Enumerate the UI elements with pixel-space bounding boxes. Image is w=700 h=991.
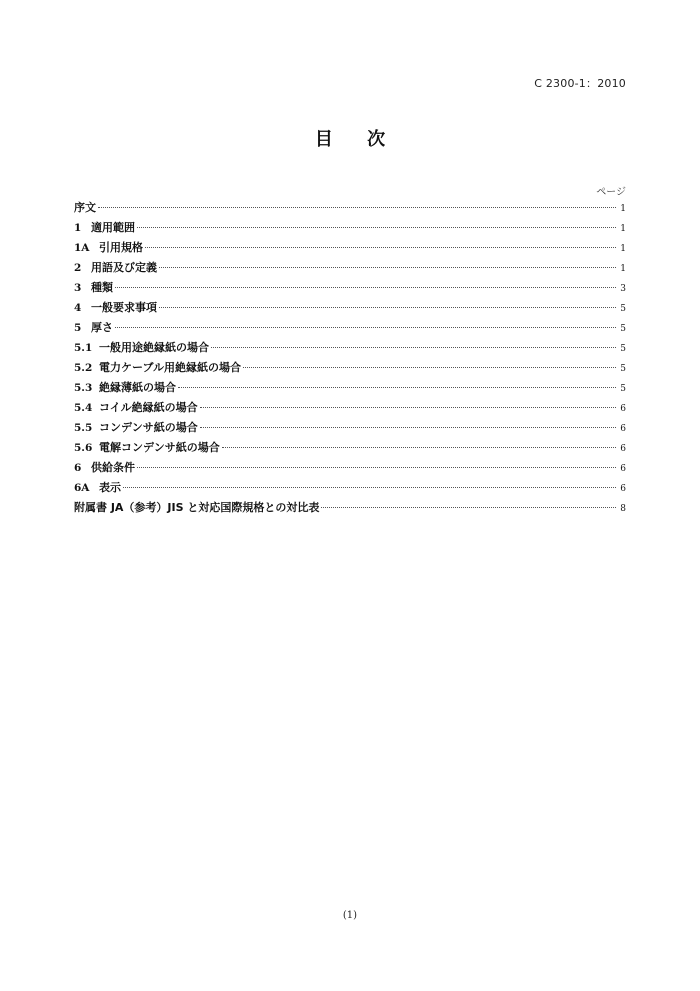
toc-entry[interactable] [74, 278, 626, 298]
toc-leader-dots [123, 487, 616, 488]
toc-leader-dots [178, 387, 616, 388]
toc-entry[interactable] [74, 358, 626, 378]
toc-entry-page: 8 [620, 504, 626, 514]
toc-entry[interactable] [74, 338, 626, 358]
toc-entry[interactable] [74, 198, 626, 218]
toc-entry-number: 6A [74, 482, 90, 494]
page-title: 目 次 [314, 129, 400, 150]
toc-entry[interactable] [74, 398, 626, 418]
toc-entry-label: 序文 [74, 201, 96, 214]
toc-leader-dots [243, 367, 616, 368]
toc-entry-number: 1 [74, 222, 82, 234]
toc-entry[interactable] [74, 498, 626, 518]
toc-entry-label: 供給条件 [91, 461, 135, 474]
toc-entry-page: 5 [620, 324, 626, 334]
toc-entry-number: 5 [74, 322, 82, 334]
toc-entry[interactable] [74, 458, 626, 478]
toc-entry-label: 絶縁薄紙の場合 [99, 381, 176, 394]
toc-entry-page: 6 [620, 484, 626, 494]
toc-leader-dots [159, 307, 616, 308]
toc-entry-page: 6 [620, 424, 626, 434]
toc-entry-label: 厚さ [91, 321, 113, 334]
toc-leader-dots [211, 347, 616, 348]
table-of-contents [74, 198, 626, 518]
toc-entry-page: 1 [620, 264, 626, 274]
toc-entry-number: 5.3 [74, 382, 93, 394]
toc-entry[interactable] [74, 378, 626, 398]
toc-entry-page: 6 [620, 464, 626, 474]
toc-entry-page: 6 [620, 404, 626, 414]
document-code: C 2300-1：2010 [534, 77, 626, 90]
toc-entry-page: 5 [620, 384, 626, 394]
footer-page-number: (1) [342, 910, 358, 921]
toc-entry-page: 1 [620, 224, 626, 234]
toc-entry-number: 6 [74, 462, 82, 474]
toc-entry-label: 適用範囲 [91, 221, 135, 234]
toc-entry-page: 5 [620, 304, 626, 314]
toc-leader-dots [159, 267, 616, 268]
toc-leader-dots [200, 407, 616, 408]
toc-entry[interactable] [74, 238, 626, 258]
toc-leader-dots [98, 207, 616, 208]
toc-leader-dots [137, 227, 616, 228]
toc-entry-label: 一般要求事項 [91, 301, 157, 314]
toc-leader-dots [222, 447, 616, 448]
toc-entry[interactable] [74, 318, 626, 338]
toc-entry[interactable] [74, 478, 626, 498]
toc-leader-dots [137, 467, 616, 468]
toc-entry[interactable] [74, 258, 626, 278]
toc-entry-page: 5 [620, 344, 626, 354]
toc-leader-dots [200, 427, 616, 428]
toc-entry[interactable] [74, 218, 626, 238]
toc-entry-number: 5.5 [74, 422, 93, 434]
toc-entry-page: 5 [620, 364, 626, 374]
toc-entry[interactable] [74, 418, 626, 438]
toc-entry-label: 電力ケーブル用絶縁紙の場合 [99, 361, 242, 374]
toc-entry-label: 用語及び定義 [91, 261, 157, 274]
toc-entry-label: 引用規格 [99, 241, 143, 254]
toc-entry-number: 5.6 [74, 442, 93, 454]
toc-entry-page: 1 [620, 204, 626, 214]
toc-entry-number: 5.1 [74, 342, 93, 354]
toc-entry-label: 電解コンデンサ紙の場合 [99, 441, 220, 454]
toc-entry[interactable] [74, 438, 626, 458]
toc-entry-label: コイル絶縁紙の場合 [99, 401, 198, 414]
toc-leader-dots [115, 287, 616, 288]
toc-entry-label: 表示 [99, 481, 121, 494]
toc-leader-dots [145, 247, 616, 248]
toc-entry-page: 1 [620, 244, 626, 254]
toc-entry-number: 5.4 [74, 402, 93, 414]
toc-entry[interactable] [74, 298, 626, 318]
toc-leader-dots [321, 507, 616, 508]
toc-entry-number: 5.2 [74, 362, 93, 374]
toc-entry-number: 3 [74, 282, 82, 294]
toc-entry-number: 1A [74, 242, 90, 254]
toc-entry-label: コンデンサ紙の場合 [99, 421, 198, 434]
toc-entry-number: 4 [74, 302, 82, 314]
toc-leader-dots [115, 327, 616, 328]
toc-entry-label: 附属書 JA（参考）JIS と対応国際規格との対比表 [74, 501, 320, 514]
toc-entry-label: 種類 [91, 281, 113, 294]
toc-entry-page: 6 [620, 444, 626, 454]
page-column-label: ページ [596, 187, 626, 198]
toc-entry-label: 一般用途絶縁紙の場合 [99, 341, 209, 354]
toc-entry-number: 2 [74, 262, 82, 274]
toc-entry-page: 3 [620, 284, 626, 294]
